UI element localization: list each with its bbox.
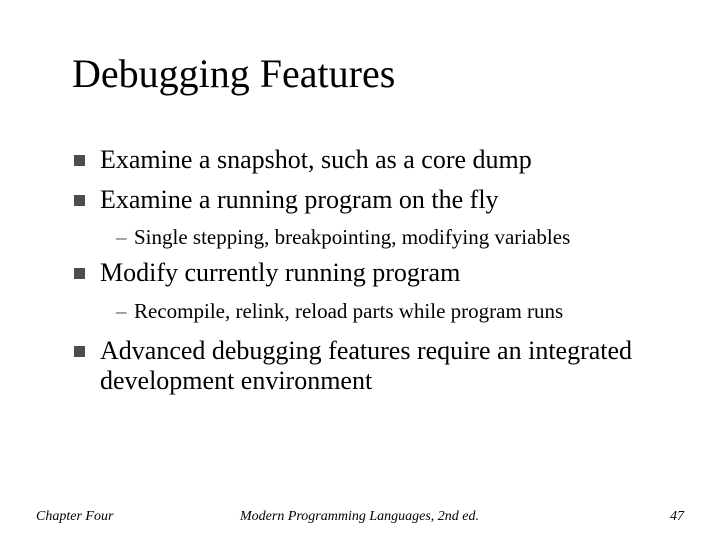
dash-bullet-icon: – (116, 299, 127, 323)
bullet-text: Examine a snapshot, such as a core dump (100, 145, 532, 174)
sub-bullet-text: Single stepping, breakpointing, modifying variables (134, 225, 571, 249)
dash-bullet-icon: – (116, 225, 127, 249)
square-bullet-icon (74, 195, 85, 206)
slide-title: Debugging Features (72, 51, 396, 96)
bullet-text: Examine a running program on the fly (100, 185, 499, 214)
bullet-text: Advanced debugging features require an integrated (100, 336, 633, 365)
bullet-text: Modify currently running program (100, 258, 461, 287)
footer-book-title: Modern Programming Languages, 2nd ed. (240, 509, 480, 524)
footer-chapter: Chapter Four (36, 509, 114, 524)
sub-bullet-text: Recompile, relink, reload parts while program runs (134, 299, 564, 323)
square-bullet-icon (74, 155, 85, 166)
square-bullet-icon (74, 268, 85, 279)
square-bullet-icon (74, 346, 85, 357)
bullet-text: development environment (100, 366, 373, 395)
footer-page-number: 47 (670, 509, 684, 524)
